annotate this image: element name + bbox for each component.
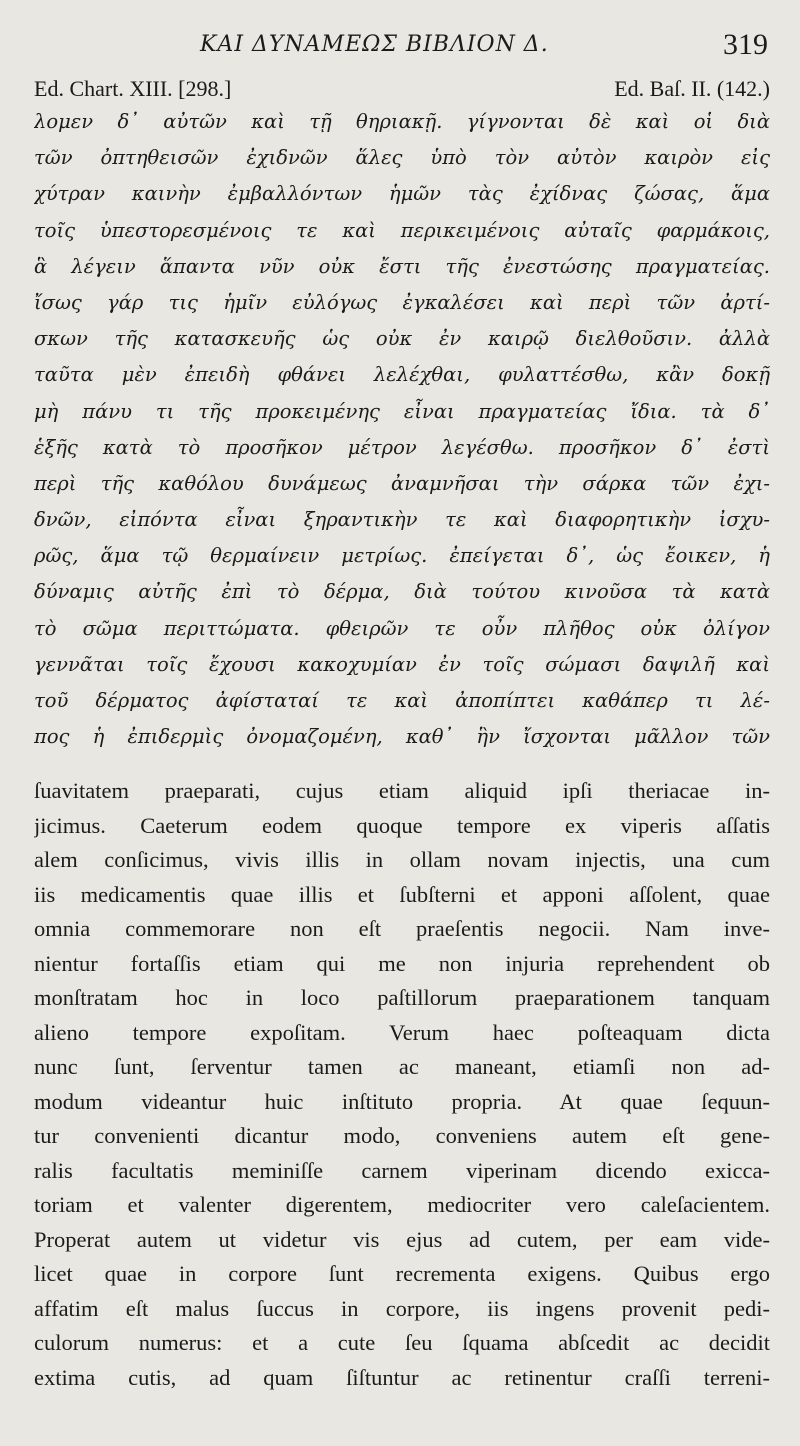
latin-line: modum videantur huic inſtituto propria. At quae ſequun- xyxy=(34,1088,770,1114)
greek-line: τὸ σῶμα περιττώματα. φθειρῶν τε οὖν πλῆθος οὐκ ὀλίγον xyxy=(34,616,770,640)
latin-line: extima cutis, ad quam ſiſtuntur ac retinentur craſſi terreni- xyxy=(34,1364,770,1390)
greek-line: λομεν δ᾽ αὐτῶν καὶ τῇ θηριακῇ. γίγνονται δὲ καὶ οἱ διὰ xyxy=(34,110,770,133)
latin-line: licet quae in corpore ſunt recrementa exigens. Quibus ergo xyxy=(34,1261,770,1286)
latin-line: culorum numerus: et a cute ſeu ſquama abſcedit ac decidit xyxy=(34,1330,770,1355)
greek-line: ἴσως γάρ τις ἡμῖν εὐλόγως ἐγκαλέσει καὶ περὶ τῶν ἀρτί- xyxy=(34,290,770,314)
greek-line: πος ἡ ἐπιδερμὶς ὀνομαζομένη, καθ᾽ ἣν ἴσχονται μᾶλλον τῶν xyxy=(34,725,770,749)
page-number: 319 xyxy=(723,28,768,61)
latin-line: jicimus. Caeterum eodem quoque tempore ex viperis aſſatis xyxy=(34,812,770,838)
latin-line: tur convenienti dicantur modo, conveniens autem eſt gene- xyxy=(34,1123,770,1148)
greek-line: δύναμις αὐτῆς ἐπὶ τὸ δέρμα, διὰ τούτου κινοῦσα τὰ κατὰ xyxy=(34,580,770,604)
edition-line xyxy=(0,76,800,104)
running-title: ΚΑΙ ΔΥΝΑΜΕΩΣ ΒΙΒΛΙΟΝ Δ. xyxy=(200,32,549,57)
greek-line: τῶν ὀπτηθεισῶν ἐχιδνῶν ἅλες ὑπὸ τὸν αὐτὸν καιρὸν εἰς xyxy=(34,146,770,170)
greek-text-block xyxy=(34,104,770,755)
greek-line: ρῶς, ἅμα τῷ θερμαίνειν μετρίως. ἐπείγεται δ᾽, ὡς ἔοικεν, ἡ xyxy=(34,544,770,568)
edition-basel: Ed. Baſ. II. (142.) xyxy=(614,76,770,101)
latin-line: ſuavitatem praeparati, cujus etiam aliquid ipſi theriacae in- xyxy=(34,778,770,803)
greek-line: γεννᾶται τοῖς ἔχουσι κακοχυμίαν ἐν τοῖς σώμασι δαψιλῆ καὶ xyxy=(34,652,770,676)
greek-line: δνῶν, εἰπόντα εἶναι ξηραντικὴν τε καὶ διαφορητικὴν ἰσχυ- xyxy=(34,508,770,532)
latin-line: affatim eſt malus ſuccus in corpore, iis ingens provenit pedi- xyxy=(34,1295,770,1321)
greek-line: ταῦτα μὲν ἐπειδὴ φθάνει λελέχθαι, φυλαττέσθω, κἂν δοκῇ xyxy=(34,363,770,387)
latin-line: monſtratam hoc in loco paſtillorum praeparationem tanquam xyxy=(34,985,770,1010)
greek-line: ἃ λέγειν ἅπαντα νῦν οὐκ ἔστι τῆς ἐνεστώσης πραγματείας. xyxy=(34,254,770,278)
greek-line: χύτραν καινὴν ἐμβαλλόντων ἡμῶν τὰς ἐχίδνας ζώσας, ἅμα xyxy=(34,182,770,206)
latin-line: ralis facultatis meminiſſe carnem viperinam dicendo exicca- xyxy=(34,1157,770,1183)
latin-line: nunc ſunt, ſerventur tamen ac maneant, etiamſi non ad- xyxy=(34,1054,770,1079)
greek-line: σκων τῆς κατασκευῆς ὡς οὐκ ἐν καιρῷ διελθοῦσιν. ἀλλὰ xyxy=(34,327,770,351)
latin-line: alem conſicimus, vivis illis in ollam novam injectis, una cum xyxy=(34,847,770,872)
greek-line: τοῦ δέρματος ἀφίσταταί τε καὶ ἀποπίπτει καθάπερ τι λέ- xyxy=(34,689,770,712)
latin-line: omnia commemorare non eſt praeſentis negocii. Nam inve- xyxy=(34,916,770,941)
latin-line: toriam et valenter digerentem, mediocriter vero caleſacientem. xyxy=(34,1192,770,1217)
greek-line: ἑξῆς κατὰ τὸ προσῆκον μέτρον λεγέσθω. προσῆκον δ᾽ ἐστὶ xyxy=(34,435,770,459)
greek-line: τοῖς ὑπεστορεσμένοις τε καὶ περικειμένοις αὐταῖς φαρμάκοις, xyxy=(34,218,770,242)
latin-line: alieno tempore expoſitam. Verum haec poſteaquam dicta xyxy=(34,1019,770,1045)
latin-line: nientur fortaſſis etiam qui me non injuria reprehendent ob xyxy=(34,950,770,976)
latin-line: Properat autem ut videtur vis ejus ad cutem, per eam vide- xyxy=(34,1226,770,1252)
greek-line: περὶ τῆς καθόλου δυνάμεως ἀναμνῆσαι τὴν σάρκα τῶν ἐχι- xyxy=(34,471,770,495)
running-head xyxy=(0,28,800,68)
edition-chartier: Ed. Chart. XIII. [298.] xyxy=(34,76,232,101)
greek-line: μὴ πάνυ τι τῆς προκειμένης εἶναι πραγματείας ἴδια. τὰ δ᾽ xyxy=(34,399,770,423)
latin-text-block xyxy=(34,774,770,1395)
latin-line: iis medicamentis quae illis et ſubſterni et apponi aſſolent, quae xyxy=(34,881,770,907)
